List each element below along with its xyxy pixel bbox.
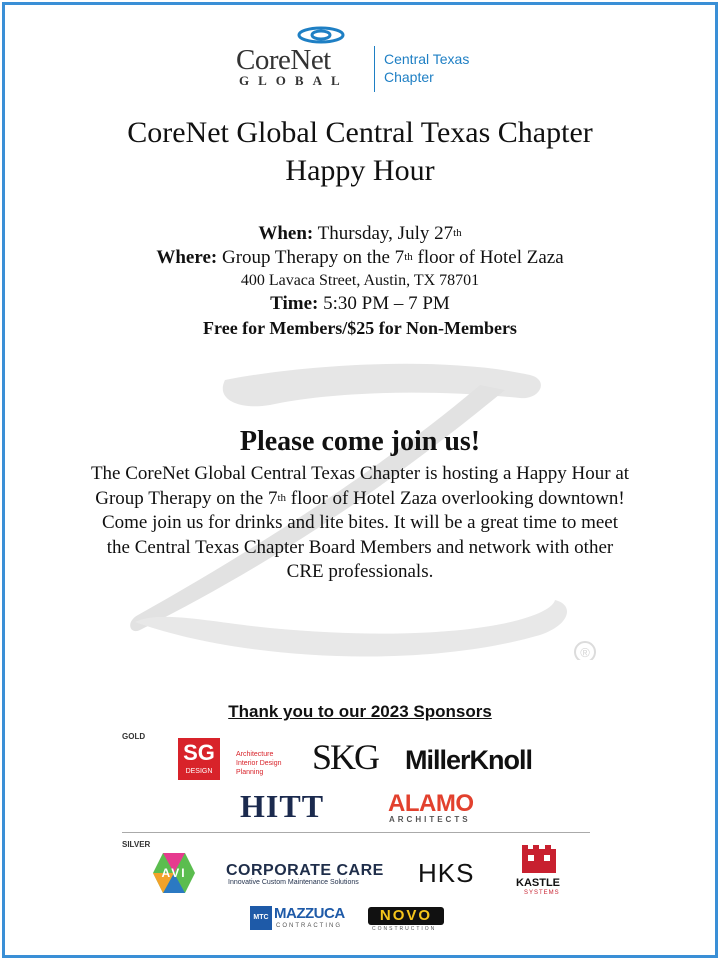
invite-body-pre: The CoreNet Global Central Texas Chapter is hosting a Happy Hour at Group Therapy on the 7 xyxy=(90,463,630,509)
logo-sub: GLOBAL xyxy=(239,73,349,88)
where-label: Where: xyxy=(156,247,218,268)
sg-mark: SG xyxy=(183,740,215,765)
sg-tag3: Planning xyxy=(236,769,264,776)
mazzuca-sub: CONTRACTING xyxy=(276,923,342,929)
alamo-logo: ALAMO xyxy=(388,790,474,817)
sponsor-divider xyxy=(122,832,590,833)
corenet-logo xyxy=(236,26,486,96)
event-title xyxy=(0,114,720,190)
where-post: floor of Hotel Zaza xyxy=(417,247,564,268)
sg-tagline xyxy=(236,750,282,777)
corporate-care-tagline: Innovative Custom Maintenance Solutions xyxy=(228,879,359,886)
logo-brand: CoreNet xyxy=(236,44,331,76)
address: 400 Lavaca Street, Austin, TX 78701 xyxy=(240,272,480,289)
gold-tier-label: GOLD xyxy=(122,732,146,741)
sg-word: DESIGN xyxy=(185,768,213,775)
hks-logo: HKS xyxy=(418,858,475,888)
fee-line: Free for Members/$25 for Non-Members xyxy=(203,318,517,338)
sg-tag1: Architecture xyxy=(236,751,274,758)
when-value: Thursday, July 27 xyxy=(317,223,454,244)
silver-tier-label: SILVER xyxy=(122,840,151,849)
skg-logo: SKG xyxy=(312,737,379,777)
event-details xyxy=(0,222,720,340)
avi-label: AVI xyxy=(161,866,187,880)
time-line xyxy=(0,292,720,316)
where-pre: Group Therapy on the 7 xyxy=(221,247,405,268)
invite-heading: Please come join us! xyxy=(239,426,481,457)
logo-chapter-line1: Central Texas xyxy=(384,51,470,67)
when-label: When: xyxy=(258,223,314,244)
kastle-logo: KASTLE xyxy=(516,877,560,889)
corporate-care-logo: CORPORATE CARE xyxy=(226,862,384,879)
sg-design-logo xyxy=(178,738,220,780)
logo-chapter xyxy=(384,50,469,86)
time-value: 5:30 PM – 7 PM xyxy=(323,293,450,314)
sponsors-title: Thank you to our 2023 Sponsors xyxy=(228,702,492,721)
kastle-castle-icon xyxy=(520,845,558,875)
logo-divider xyxy=(374,46,375,92)
novo-label: NOVO xyxy=(379,907,433,924)
corenet-swirl-icon xyxy=(296,26,346,44)
when-suffix: th xyxy=(453,227,462,239)
where-line xyxy=(0,246,720,270)
novo-sub: CONSTRUCTION xyxy=(372,926,437,932)
title-line2: Happy Hour xyxy=(285,154,435,187)
logo-chapter-line2: Chapter xyxy=(384,69,434,85)
when-line xyxy=(0,222,720,246)
novo-logo xyxy=(368,907,444,925)
kastle-sub: SYSTEMS xyxy=(524,890,560,896)
hitt-logo: HITT xyxy=(240,788,325,824)
time-label: Time: xyxy=(270,293,319,314)
where-sup: th xyxy=(404,251,413,263)
invite-body-post: floor of Hotel Zaza overlooking downtown! Come join us for drinks and lite bites. It will be a great time to meet the Central Texas Chapter Board Members and network with other CRE professionals. xyxy=(101,487,625,582)
mazzuca-logo: MAZZUCA xyxy=(274,905,345,922)
millerknoll-logo: MillerKnoll xyxy=(405,745,533,775)
sg-tag2: Interior Design xyxy=(236,760,282,767)
invite-body-sup: th xyxy=(277,491,287,504)
registered-mark: ® xyxy=(580,645,590,660)
invite-body xyxy=(90,462,630,585)
title-line1: CoreNet Global Central Texas Chapter xyxy=(127,116,593,149)
mazzuca-mark: MTC xyxy=(250,906,272,930)
alamo-sub: ARCHITECTS xyxy=(389,815,471,824)
